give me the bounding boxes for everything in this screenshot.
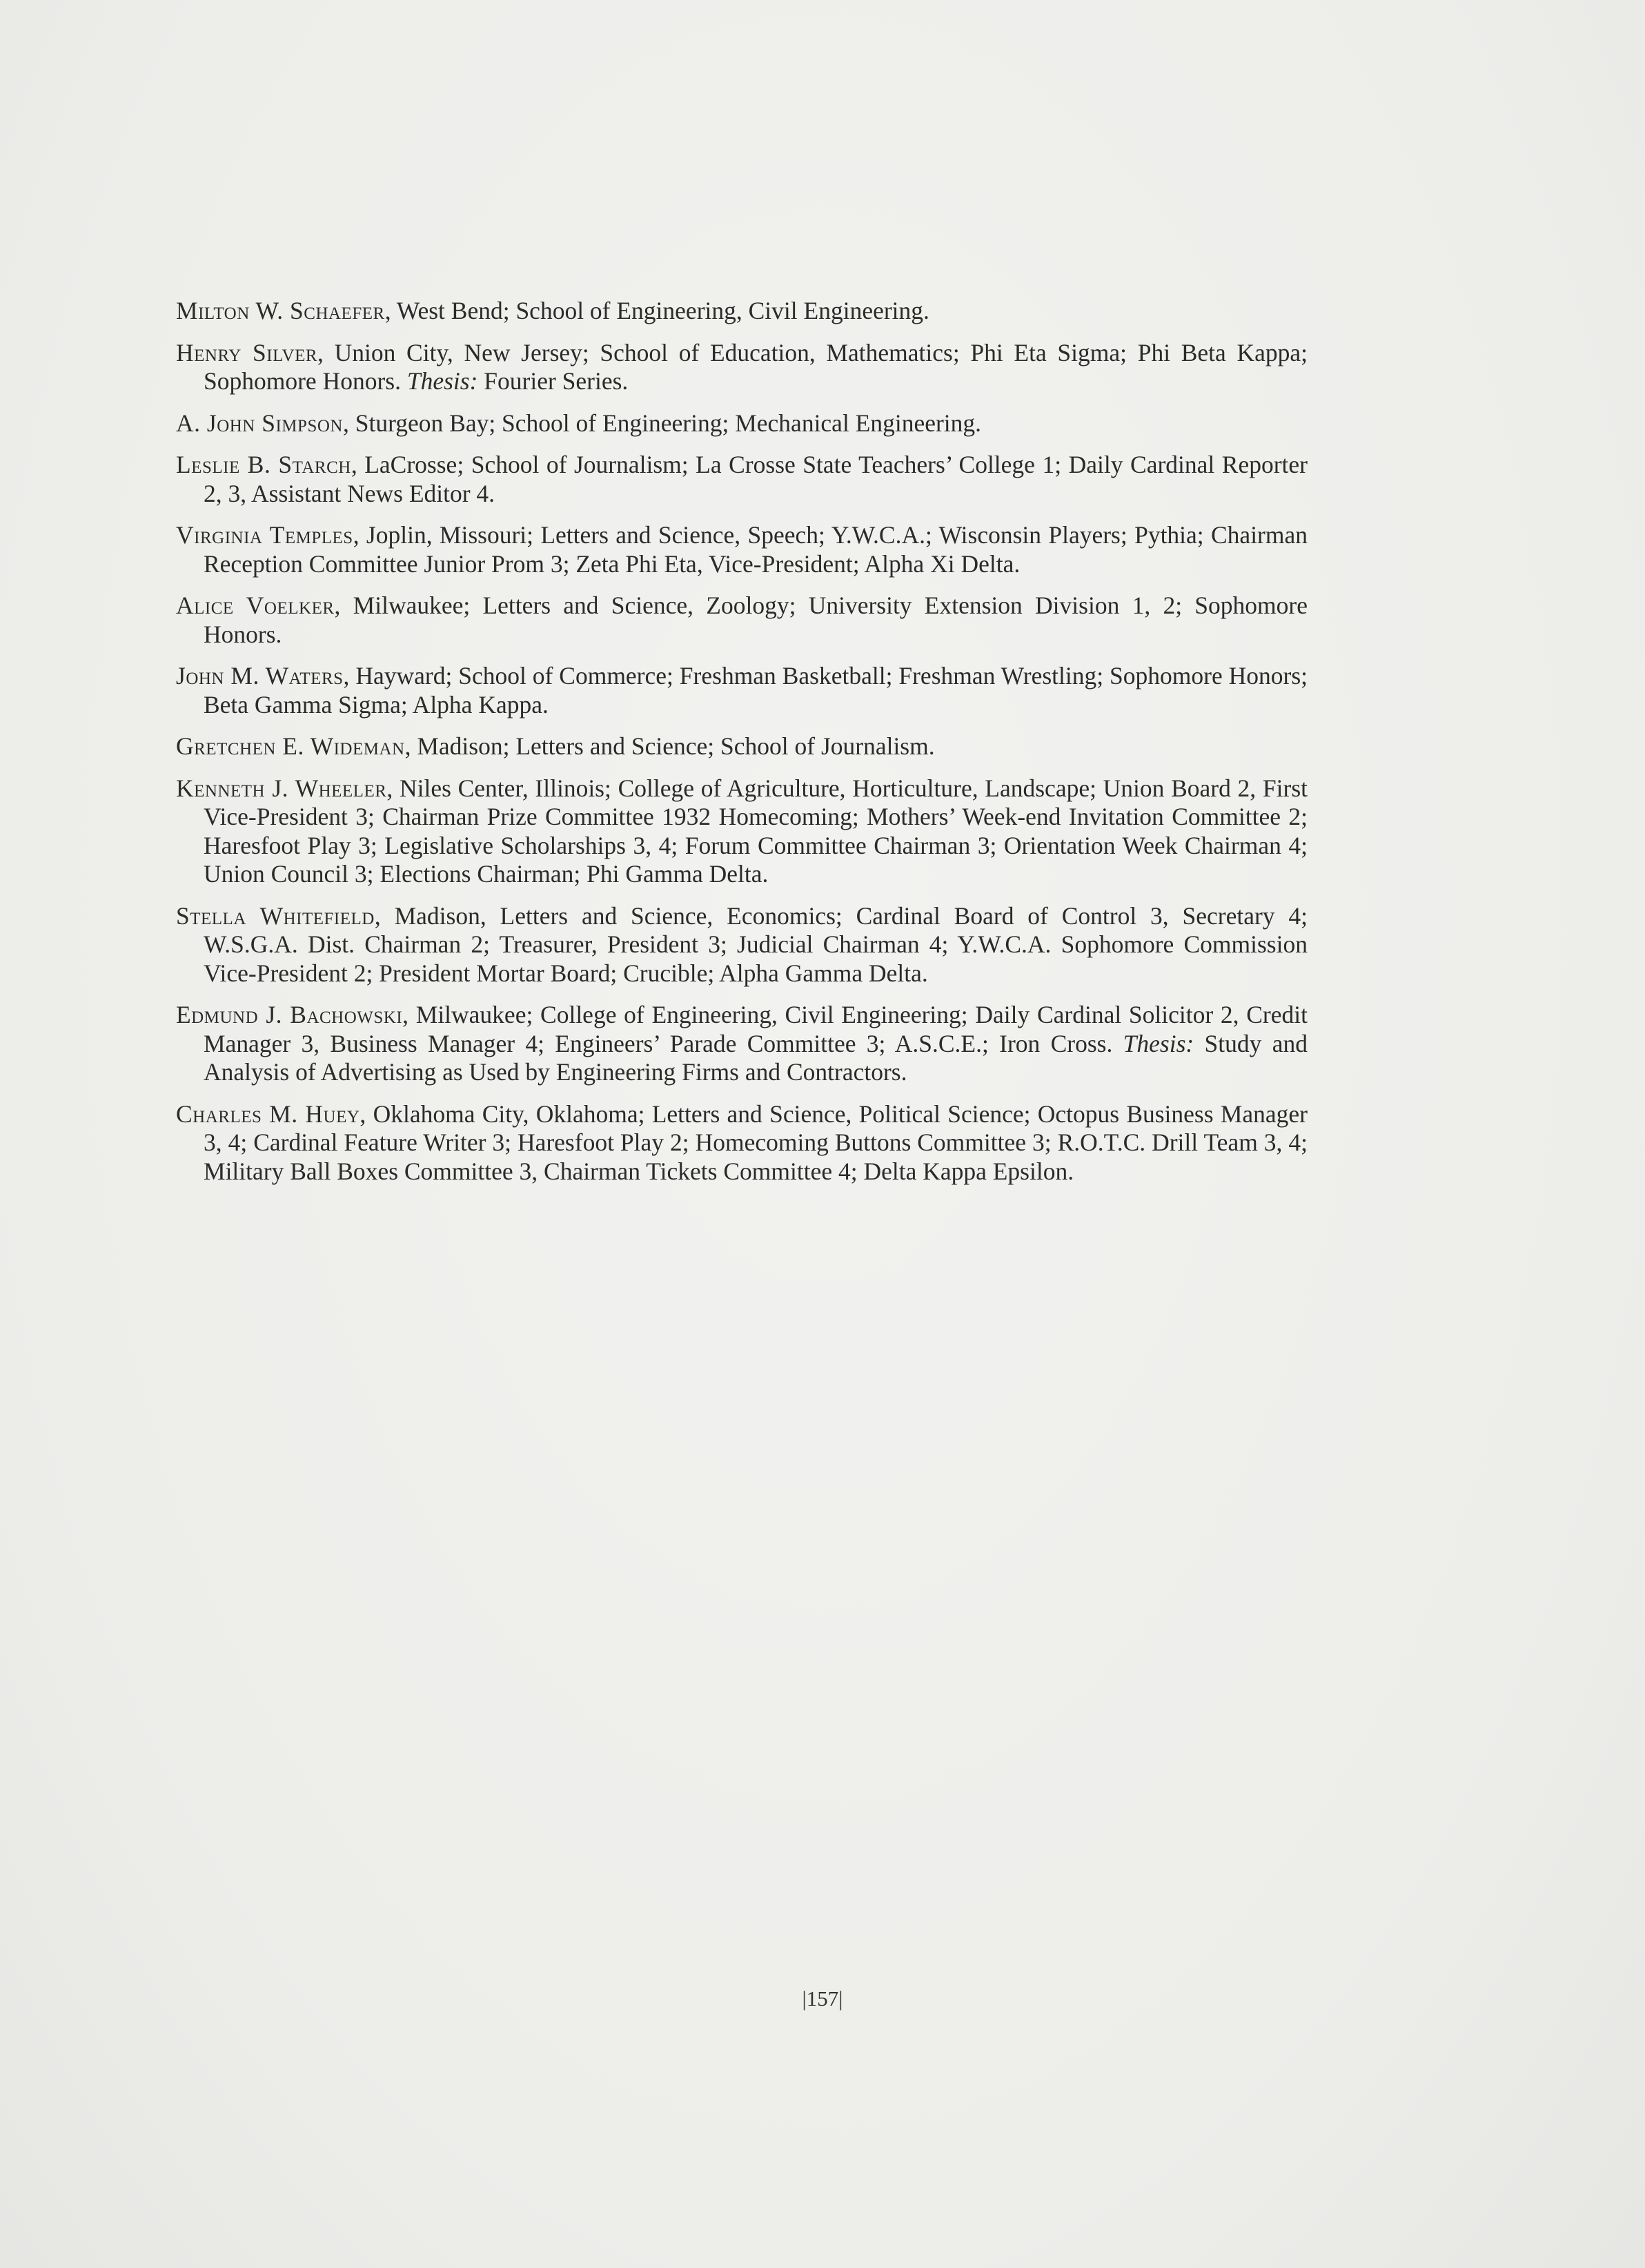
entry-text: , Union City, New Jersey; School of Education, Mathematics; Phi Eta Sigma; Phi Beta Kappa; Sophomore Honors. xyxy=(204,338,1308,395)
list-item xyxy=(176,732,1308,761)
list-item xyxy=(176,297,1308,326)
entry-name: A. John Simpson xyxy=(176,409,343,437)
entry-text: , Madison; Letters and Science; School of Journalism. xyxy=(404,732,935,760)
entry-list xyxy=(176,297,1308,1199)
thesis-title: Study and Analysis of Advertising as Used by Engineering Firms and Contractors. xyxy=(204,1029,1308,1086)
entry-text: , Joplin, Missouri; Letters and Science, Speech; Y.W.C.A.; Wisconsin Players; Pythia; Chairman Reception Committee Junior Prom 3; Zeta Phi Eta, Vice-President; Alpha Xi Delta. xyxy=(204,521,1308,578)
entry-text: , Sturgeon Bay; School of Engineering; Mechanical Engineering. xyxy=(342,409,982,437)
entry-name: John M. Waters xyxy=(176,662,344,690)
entry-name: Alice Voelker xyxy=(176,592,335,619)
entry-text: , Oklahoma City, Oklahoma; Letters and Science, Political Science; Octopus Business Manager 3, 4; Cardinal Feature Writer 3; Haresfoot Play 2; Homecoming Buttons Committee 3; R.O.T.C. Drill Team 3, 4; Military Ball Boxes Committee 3, Chairman Tickets Committee 4; Delta Kappa Epsilon. xyxy=(204,1099,1308,1185)
entry-name: Milton W. Schaefer xyxy=(176,297,385,324)
entry-text: , West Bend; School of Engineering, Civil Engineering. xyxy=(384,297,929,324)
list-item xyxy=(176,409,1308,438)
entry-text: , Milwaukee; College of Engineering, Civil Engineering; Daily Cardinal Solicitor 2, Credit Manager 3, Business Manager 4; Engineers’ Parade Committee 3; A.S.C.E.; Iron Cross. xyxy=(204,1001,1308,1057)
entry-name: Kenneth J. Wheeler xyxy=(176,774,387,802)
list-item xyxy=(176,521,1308,578)
thesis-title: Fourier Series. xyxy=(477,367,629,395)
entry-name: Henry Silver xyxy=(176,338,318,366)
list-item xyxy=(176,902,1308,988)
list-item xyxy=(176,662,1308,719)
entry-text: , Madison, Letters and Science, Economics; Cardinal Board of Control 3, Secretary 4; W.S.G.A. Dist. Chairman 2; Treasurer, President 3; Judicial Chairman 4; Y.W.C.A. Sophomore Commission Vice-President 2; President Mortar Board; Crucible; Alpha Gamma Delta. xyxy=(204,901,1308,987)
list-item xyxy=(176,451,1308,508)
list-item xyxy=(176,774,1308,889)
entry-text: , Hayward; School of Commerce; Freshman Basketball; Freshman Wrestling; Sophomore Honors; Beta Gamma Sigma; Alpha Kappa. xyxy=(204,662,1308,718)
entry-name: Leslie B. Starch xyxy=(176,451,351,478)
entry-name: Charles M. Huey xyxy=(176,1099,360,1128)
list-item xyxy=(176,1001,1308,1087)
entry-text: , Milwaukee; Letters and Science, Zoology; University Extension Division 1, 2; Sophomore Honors. xyxy=(204,592,1308,648)
list-item xyxy=(176,339,1308,396)
thesis-label: Thesis: xyxy=(1123,1029,1194,1057)
entry-name: Stella Whitefield xyxy=(176,901,375,930)
entry-text: , Niles Center, Illinois; College of Agriculture, Horticulture, Landscape; Union Board 2, First Vice-President 3; Chairman Prize Committee 1932 Homecoming; Mothers’ Week-end Invitation Committee 2; Haresfoot Play 3; Legislative Scholarships 3, 4; Forum Committee Chairman 3; Orientation Week Chairman 4; Union Council 3; Elections Chairman; Phi Gamma Delta. xyxy=(204,774,1308,888)
entry-name: Virginia Temples xyxy=(176,521,353,549)
entry-name: Gretchen E. Wideman xyxy=(176,732,405,760)
page-number: |157| xyxy=(802,1986,843,2011)
list-item xyxy=(176,592,1308,649)
entry-name: Edmund J. Bachowski xyxy=(176,1001,403,1028)
list-item xyxy=(176,1100,1308,1186)
thesis-label: Thesis: xyxy=(406,367,478,395)
entry-text: , LaCrosse; School of Journalism; La Crosse State Teachers’ College 1; Daily Cardinal Reporter 2, 3, Assistant News Editor 4. xyxy=(204,451,1308,507)
